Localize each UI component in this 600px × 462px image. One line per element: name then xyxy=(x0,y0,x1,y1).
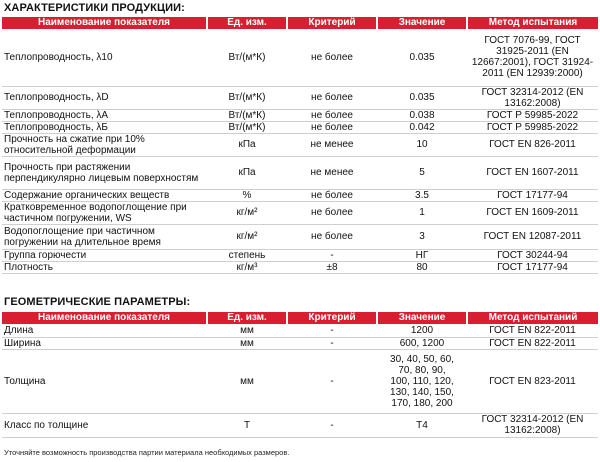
row-name-text: Теплопроводность, λБ xyxy=(4,121,108,133)
row-name xyxy=(2,121,207,133)
table-row xyxy=(2,133,598,156)
row-unit xyxy=(207,324,287,337)
row-value-text: 1200 xyxy=(410,324,434,336)
row-name xyxy=(2,324,207,337)
row-method-text: ГОСТ EN 12087-2011 xyxy=(483,231,582,242)
row-name-text: Плотность xyxy=(4,261,53,273)
row-method xyxy=(467,249,598,261)
row-unit xyxy=(207,29,287,86)
row-name-text: Теплопроводность, λА xyxy=(4,109,109,121)
row-criterion xyxy=(287,337,377,349)
row-name xyxy=(2,261,207,273)
row-method-text: ГОСТ EN 826-2011 xyxy=(489,139,576,150)
row-value xyxy=(377,29,467,86)
row-criterion-text: не менее xyxy=(310,167,354,178)
row-criterion xyxy=(287,189,377,201)
section-title-geometry: ГЕОМЕТРИЧЕСКИЕ ПАРАМЕТРЫ: xyxy=(4,296,191,308)
row-method-text: ГОСТ 30244-94 xyxy=(497,249,568,261)
header-criterion: Критерий xyxy=(287,312,377,324)
row-name xyxy=(2,133,207,156)
row-value xyxy=(377,86,467,109)
row-criterion xyxy=(287,324,377,337)
row-method xyxy=(467,201,598,224)
row-name xyxy=(2,201,207,224)
row-unit xyxy=(207,109,287,121)
row-criterion-text: не более xyxy=(311,51,353,63)
row-unit xyxy=(207,86,287,109)
row-value-text: 0.042 xyxy=(409,121,435,133)
table-header-row xyxy=(2,312,598,324)
row-name xyxy=(2,349,207,413)
row-unit-text: Т xyxy=(243,419,251,431)
row-criterion-text: - xyxy=(330,375,334,387)
row-value-text: 30, 40, 50, 60, 70, 80, 90, 100, 110, 120, 130, 140, 150, 170, 180, 200 xyxy=(390,353,454,409)
row-criterion-text: ±8 xyxy=(326,261,338,273)
row-unit-text: Вт/(м*К) xyxy=(228,109,266,121)
row-method-text: ГОСТ EN 822-2011 xyxy=(489,324,576,336)
row-method-text: ГОСТ EN 1607-2011 xyxy=(486,167,579,178)
row-method-text: ГОСТ 7076-99, ГОСТ 31925-2011 (EN 12667:2001), ГОСТ 31924-2011 (EN 12939:2000) xyxy=(471,35,594,80)
row-criterion xyxy=(287,29,377,86)
row-value xyxy=(377,324,467,337)
row-method xyxy=(467,324,598,337)
row-unit xyxy=(207,349,287,413)
row-name-text: Группа горючести xyxy=(4,249,87,261)
row-method xyxy=(467,349,598,413)
row-value-text: 0.035 xyxy=(409,92,435,103)
row-name-text: Ширина xyxy=(4,337,41,349)
row-value xyxy=(377,121,467,133)
row-name-text: Длина xyxy=(4,324,34,336)
row-unit-text: Вт/(м*К) xyxy=(228,92,266,103)
row-value-text: 10 xyxy=(416,139,428,150)
row-value xyxy=(377,189,467,201)
row-method-text: ГОСТ 32314-2012 (EN 13162:2008) xyxy=(481,86,584,109)
row-name-text: Содержание органических веществ xyxy=(4,189,170,201)
row-method xyxy=(467,189,598,201)
row-method xyxy=(467,29,598,86)
row-value-text: 5 xyxy=(419,167,425,178)
row-name-text: Теплопроводность, λ10 xyxy=(4,51,113,63)
row-unit xyxy=(207,413,287,437)
row-value xyxy=(377,133,467,156)
table-row xyxy=(2,29,598,86)
row-name xyxy=(2,86,207,109)
row-value xyxy=(377,224,467,249)
row-name xyxy=(2,224,207,249)
row-criterion xyxy=(287,249,377,261)
header-method: Метод испытаний xyxy=(467,312,598,324)
row-value-text: 0.035 xyxy=(409,51,435,63)
table-row xyxy=(2,189,598,201)
row-method xyxy=(467,133,598,156)
row-criterion-text: не более xyxy=(311,189,353,201)
row-method xyxy=(467,261,598,273)
row-criterion xyxy=(287,133,377,156)
row-criterion-text: не более xyxy=(311,231,353,242)
row-unit xyxy=(207,133,287,156)
row-criterion xyxy=(287,86,377,109)
row-name xyxy=(2,413,207,437)
row-method-text: ГОСТ EN 1609-2011 xyxy=(486,207,579,218)
row-value xyxy=(377,349,467,413)
row-value-text: НГ xyxy=(415,249,429,261)
characteristics-table-body xyxy=(2,29,598,273)
row-criterion-text: не более xyxy=(311,109,353,121)
row-unit-text: кПа xyxy=(238,167,256,178)
row-criterion xyxy=(287,121,377,133)
row-method-text: ГОСТ 17177-94 xyxy=(497,189,568,201)
header-name: Наименование показателя xyxy=(2,312,207,324)
header-method: Метод испытания xyxy=(467,17,598,29)
row-criterion-text: - xyxy=(330,324,334,336)
row-unit-text: кПа xyxy=(238,139,256,150)
row-value xyxy=(377,413,467,437)
row-criterion xyxy=(287,109,377,121)
header-criterion: Критерий xyxy=(287,17,377,29)
row-name xyxy=(2,189,207,201)
row-criterion-text: не более xyxy=(311,92,353,103)
row-name xyxy=(2,337,207,349)
row-name-text: Класс по толщине xyxy=(4,419,89,431)
row-name-text: Прочность при растяжении перпендикулярно лицевым поверхностям xyxy=(4,161,199,184)
row-method-text: ГОСТ 17177-94 xyxy=(497,261,568,273)
row-unit xyxy=(207,249,287,261)
header-value: Значение xyxy=(377,312,467,324)
table-row xyxy=(2,109,598,121)
table-row xyxy=(2,224,598,249)
row-unit-text: степень xyxy=(228,249,266,261)
row-value-text: 3 xyxy=(419,231,425,242)
row-unit-text: мм xyxy=(240,324,254,336)
row-unit xyxy=(207,189,287,201)
table-row xyxy=(2,261,598,273)
row-method-text: ГОСТ EN 823-2011 xyxy=(489,375,576,387)
row-value-text: T4 xyxy=(416,419,428,431)
row-name-text: Водопоглощение при частичном погружении на длительное время xyxy=(4,225,161,248)
row-value xyxy=(377,201,467,224)
table-row xyxy=(2,156,598,189)
row-value xyxy=(377,109,467,121)
row-unit-text: мм xyxy=(240,375,254,387)
table-row xyxy=(2,349,598,413)
table-row xyxy=(2,337,598,349)
row-name-text: Толщина xyxy=(4,375,46,387)
row-name xyxy=(2,109,207,121)
row-name-text: Прочность на сжатие при 10% относительной деформации xyxy=(4,133,145,156)
footnote: Уточняйте возможность производства партии материала необходимых размеров. xyxy=(4,448,290,457)
row-method xyxy=(467,109,598,121)
table-row xyxy=(2,413,598,437)
table-row xyxy=(2,201,598,224)
row-unit-text: кг/м² xyxy=(236,231,258,242)
row-value-text: 3.5 xyxy=(415,189,429,201)
row-method xyxy=(467,224,598,249)
row-value-text: 1 xyxy=(419,207,425,218)
table-row xyxy=(2,324,598,337)
row-method xyxy=(467,156,598,189)
row-value xyxy=(377,156,467,189)
row-unit xyxy=(207,261,287,273)
row-name-text: Теплопроводность, λD xyxy=(4,92,109,103)
row-method-text: ГОСТ EN 822-2011 xyxy=(489,337,576,349)
row-unit xyxy=(207,156,287,189)
row-criterion xyxy=(287,349,377,413)
table-header-row xyxy=(2,17,598,29)
row-criterion-text: - xyxy=(330,337,334,349)
row-name xyxy=(2,249,207,261)
row-criterion xyxy=(287,224,377,249)
geometry-table xyxy=(2,312,598,438)
row-name-text: Кратковременное водопоглощение при частичном погружении, WS xyxy=(4,201,187,224)
row-name xyxy=(2,156,207,189)
row-unit xyxy=(207,337,287,349)
row-method xyxy=(467,337,598,349)
row-method xyxy=(467,86,598,109)
row-unit xyxy=(207,121,287,133)
row-unit-text: Вт/(м*К) xyxy=(228,121,266,133)
table-row xyxy=(2,86,598,109)
table-row xyxy=(2,249,598,261)
row-unit-text: кг/м³ xyxy=(236,261,258,273)
row-criterion-text: не более xyxy=(311,207,353,218)
row-unit-text: Вт/(м*К) xyxy=(228,51,266,63)
row-criterion xyxy=(287,261,377,273)
section-title-characteristics: ХАРАКТЕРИСТИКИ ПРОДУКЦИИ: xyxy=(4,2,185,14)
header-name: Наименование показателя xyxy=(2,17,207,29)
row-method xyxy=(467,413,598,437)
row-value xyxy=(377,261,467,273)
header-unit: Ед. изм. xyxy=(207,17,287,29)
row-value-text: 0.038 xyxy=(409,109,435,121)
table-row xyxy=(2,121,598,133)
geometry-table-body xyxy=(2,324,598,437)
row-unit-text: кг/м² xyxy=(236,207,258,218)
row-value-text: 80 xyxy=(416,261,428,273)
characteristics-table xyxy=(2,17,598,274)
row-method-text: ГОСТ 32314-2012 (EN 13162:2008) xyxy=(481,414,584,436)
header-unit: Ед. изм. xyxy=(207,312,287,324)
row-value-text: 600, 1200 xyxy=(399,337,445,349)
row-criterion-text: не более xyxy=(311,121,353,133)
row-criterion xyxy=(287,201,377,224)
row-unit xyxy=(207,201,287,224)
header-value: Значение xyxy=(377,17,467,29)
row-method-text: ГОСТ Р 59985-2022 xyxy=(486,121,579,133)
row-unit xyxy=(207,224,287,249)
row-unit-text: % xyxy=(242,189,252,201)
row-criterion-text: - xyxy=(330,249,334,261)
row-method xyxy=(467,121,598,133)
row-criterion-text: - xyxy=(330,419,334,431)
row-method-text: ГОСТ Р 59985-2022 xyxy=(486,109,579,121)
row-unit-text: мм xyxy=(240,337,254,349)
row-criterion xyxy=(287,413,377,437)
row-value xyxy=(377,337,467,349)
row-name xyxy=(2,29,207,86)
row-criterion xyxy=(287,156,377,189)
row-value xyxy=(377,249,467,261)
row-criterion-text: не менее xyxy=(310,139,354,150)
